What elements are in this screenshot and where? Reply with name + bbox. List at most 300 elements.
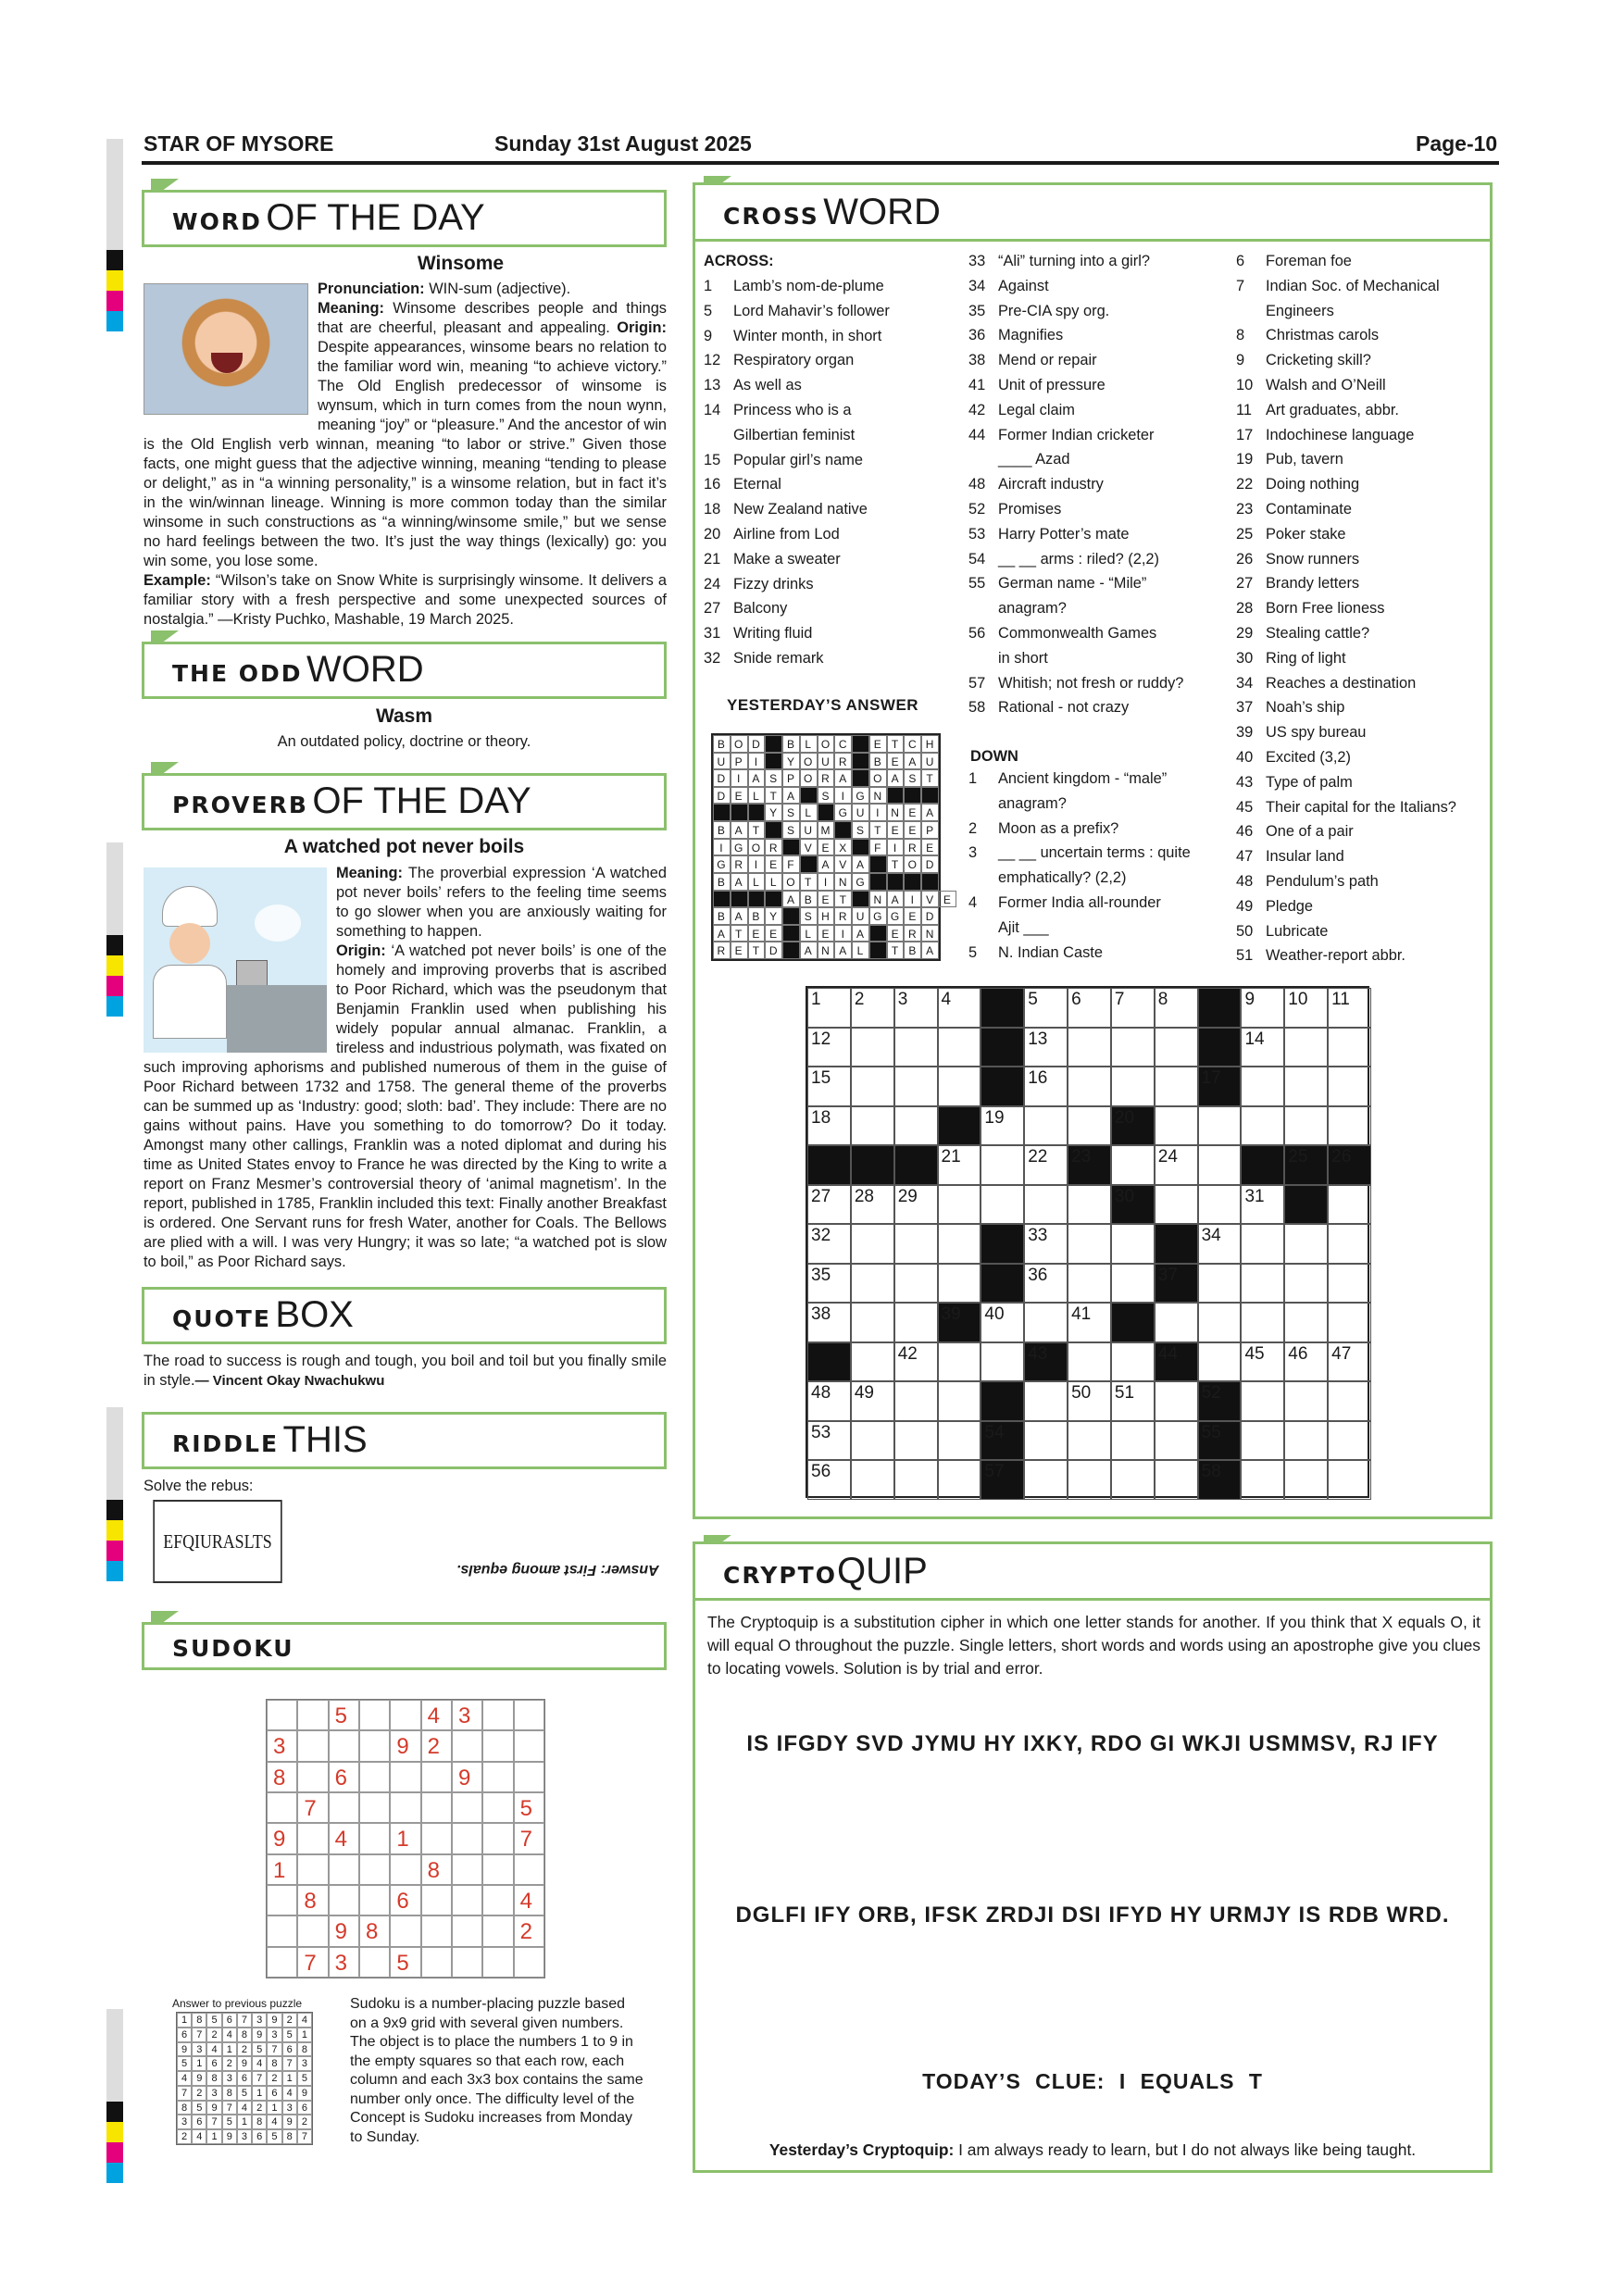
sudoku-cell[interactable] (452, 1823, 482, 1853)
answer-letter: N (818, 942, 835, 959)
crossword-cell[interactable]: 34 (1198, 1224, 1242, 1264)
crossword-cell[interactable]: 36 (1024, 1264, 1068, 1304)
sudoku-cell[interactable] (421, 1792, 452, 1823)
sudoku-cell[interactable] (267, 1915, 297, 1946)
crossword-cell[interactable] (1068, 1264, 1111, 1304)
crossword-cell[interactable] (1111, 1224, 1155, 1264)
clue-item: 3 __ __ uncertain terms : quite (968, 844, 1191, 862)
answer-letter: V (800, 839, 818, 856)
crossword-cell[interactable] (1328, 1460, 1371, 1500)
crossword-cell[interactable] (1198, 1185, 1242, 1225)
sudoku-cell[interactable] (267, 1792, 297, 1823)
crossword-cell[interactable] (1111, 1028, 1155, 1067)
sudoku-cell[interactable] (359, 1823, 390, 1853)
sudoku-cell[interactable] (482, 1915, 513, 1946)
crossword-cell[interactable] (1068, 1028, 1111, 1067)
crossword-cell[interactable]: 27 (807, 1185, 851, 1225)
answer-letter: S (852, 821, 869, 839)
crossword-cell[interactable] (1068, 1067, 1111, 1106)
sudoku-cell[interactable]: 2 (421, 1730, 452, 1761)
crossword-cell[interactable] (1328, 1264, 1371, 1304)
previous-sudoku-cell: 1 (237, 2115, 252, 2129)
crossword-cell[interactable]: 38 (807, 1303, 851, 1342)
clue-item: 33 “Ali” turning into a girl? (968, 253, 1150, 269)
clue-item: 48 Pendulum’s path (1236, 872, 1379, 890)
crossword-cell[interactable]: 31 (1241, 1185, 1284, 1225)
black-square (869, 942, 887, 959)
crossword-cell[interactable] (851, 1342, 894, 1382)
crossword-cell[interactable] (1111, 1145, 1155, 1185)
black-square: 17 (1198, 1067, 1242, 1106)
crossword-cell[interactable] (1155, 1421, 1198, 1461)
answer-letter: U (852, 804, 869, 821)
clue-item: 12 Respiratory organ (704, 352, 855, 369)
crossword-cell[interactable]: 13 (1024, 1028, 1068, 1067)
answer-letter: G (834, 804, 852, 821)
sudoku-cell[interactable]: 9 (329, 1915, 359, 1946)
crossword-cell[interactable]: 22 (1024, 1145, 1068, 1185)
previous-sudoku-cell: 4 (206, 2042, 221, 2057)
sudoku-cell[interactable]: 6 (390, 1885, 420, 1915)
crossword-cell[interactable]: 24 (1155, 1145, 1198, 1185)
sudoku-cell[interactable] (452, 1854, 482, 1885)
sudoku-cell[interactable] (390, 1915, 420, 1946)
crossword-cell[interactable]: 9 (1241, 988, 1284, 1028)
sudoku-cell[interactable] (482, 1823, 513, 1853)
answer-letter: T (921, 769, 939, 787)
crossword-cell[interactable]: 21 (938, 1145, 981, 1185)
answer-letter: N (834, 873, 852, 891)
sudoku-cell[interactable] (514, 1700, 544, 1730)
answer-letter: L (852, 942, 869, 959)
crossword-cell[interactable]: 8 (1155, 988, 1198, 1028)
answer-letter: A (800, 942, 818, 959)
crossword-cell[interactable] (1111, 1460, 1155, 1500)
crossword-cell[interactable] (1068, 1421, 1111, 1461)
sudoku-cell[interactable] (359, 1762, 390, 1792)
crossword-cell[interactable] (1328, 1028, 1371, 1067)
crossword-cell[interactable] (1241, 1460, 1284, 1500)
crossword-cell[interactable] (894, 1028, 938, 1067)
crossword-cell[interactable] (1111, 1421, 1155, 1461)
crossword-cell[interactable]: 40 (981, 1303, 1024, 1342)
sudoku-cell[interactable] (482, 1730, 513, 1761)
crossword-cell[interactable] (1024, 1421, 1068, 1461)
sudoku-cell[interactable]: 9 (390, 1730, 420, 1761)
sudoku-cell[interactable] (421, 1823, 452, 1853)
previous-sudoku-cell: 2 (177, 2129, 192, 2144)
crossword-cell[interactable] (1024, 1303, 1068, 1342)
sudoku-cell[interactable] (482, 1885, 513, 1915)
sudoku-cell[interactable] (452, 1915, 482, 1946)
sudoku-cell[interactable] (421, 1762, 452, 1792)
crossword-cell[interactable] (1155, 1303, 1198, 1342)
crossword-cell[interactable] (1111, 1067, 1155, 1106)
crossword-cell[interactable] (1155, 1460, 1198, 1500)
crossword-cell[interactable] (1068, 1106, 1111, 1146)
answer-letter: U (852, 907, 869, 925)
crossword-cell[interactable] (938, 1460, 981, 1500)
crossword-cell[interactable] (1241, 1303, 1284, 1342)
sudoku-cell[interactable] (514, 1730, 544, 1761)
crossword-cell[interactable] (1284, 1028, 1328, 1067)
sudoku-cell[interactable] (390, 1762, 420, 1792)
previous-sudoku-cell: 8 (252, 2115, 267, 2129)
crossword-cell[interactable] (1068, 1342, 1111, 1382)
black-square (807, 1145, 851, 1185)
sudoku-cell[interactable]: 4 (514, 1885, 544, 1915)
previous-sudoku-cell: 7 (222, 2101, 237, 2115)
crossword-cell[interactable] (1198, 1264, 1242, 1304)
crossword-cell[interactable] (851, 1460, 894, 1500)
crossword-cell[interactable]: 4 (938, 988, 981, 1028)
answer-letter: O (800, 769, 818, 787)
crossword-cell[interactable]: 3 (894, 988, 938, 1028)
sudoku-cell[interactable] (359, 1854, 390, 1885)
crossword-cell[interactable] (1284, 1421, 1328, 1461)
crossword-cell[interactable] (981, 1342, 1024, 1382)
sudoku-cell[interactable] (482, 1700, 513, 1730)
crossword-cell[interactable] (1068, 1460, 1111, 1500)
crossword-cell[interactable] (1241, 1381, 1284, 1421)
answer-letter: A (834, 769, 852, 787)
sudoku-cell[interactable]: 5 (329, 1700, 359, 1730)
crossword-cell[interactable]: 11 (1328, 988, 1371, 1028)
sudoku-cell[interactable] (390, 1792, 420, 1823)
crossword-cell[interactable] (894, 1381, 938, 1421)
crossword-cell[interactable] (894, 1264, 938, 1304)
crossword-cell[interactable] (938, 1381, 981, 1421)
sudoku-cell[interactable] (390, 1854, 420, 1885)
crossword-cell[interactable] (851, 1421, 894, 1461)
crossword-cell[interactable]: 7 (1111, 988, 1155, 1028)
crossword-cell[interactable] (1328, 1067, 1371, 1106)
word-of-day-body: Pronunciation: WIN-sum (adjective). Meaning: Winsome describes people and things that are cheerful, pleasant and appealing. Origin: Despite appearances, winsome bears no relation to the familiar word win, meaning “to achieve victory.” The Old English predecessor of winsome is wynsum, which in turn comes from the noun wynn, meaning “joy” or “pleasure.” And the ancestor of win is the Old English verb winnan, meaning “to labor or strive.” Given those facts, one might guess that the adjective winning, meaning “tending to please or delight,” as in “a winning personality,” is a winsome relation, but in fact it’s in the win/winnan lineage. Winning is more common today than the similar winsome in such constructions as “a winning/winsome smile,” but we sense no hard feelings between the two. It’s just the way things (lexically) go: you win some, you lose some. Example: “Wilson’s take on Snow White is surprisingly winsome. It delivers a familiar story with a fresh perspective and some unexpected sources of nostalgia.” —Kristy Puchko, Mashable, 19 March 2025. (144, 281, 667, 628)
sudoku-cell[interactable]: 7 (297, 1792, 328, 1823)
clue-item: 46 One of a pair (1236, 823, 1354, 841)
crossword-cell[interactable] (894, 1460, 938, 1500)
crossword-cell[interactable] (1068, 1185, 1111, 1225)
black-square (894, 1145, 938, 1185)
sudoku-cell[interactable] (267, 1700, 297, 1730)
sudoku-cell[interactable]: 9 (452, 1762, 482, 1792)
sudoku-cell[interactable]: 5 (514, 1792, 544, 1823)
clue-item: 2 Moon as a prefix? (968, 819, 1119, 837)
previous-sudoku-cell: 5 (282, 2028, 297, 2042)
answer-letter: I (904, 891, 921, 908)
crossword-cell[interactable] (1241, 1224, 1284, 1264)
clue-item: 6 Foreman foe (1236, 253, 1352, 269)
crossword-cell[interactable] (981, 1145, 1024, 1185)
answer-letter: A (834, 942, 852, 959)
crossword-cell[interactable]: 33 (1024, 1224, 1068, 1264)
crossword-cell[interactable] (1328, 1381, 1371, 1421)
answer-letter: A (852, 855, 869, 873)
sudoku-cell[interactable]: 7 (514, 1823, 544, 1853)
sudoku-cell[interactable]: 2 (514, 1915, 544, 1946)
sudoku-cell[interactable] (452, 1792, 482, 1823)
sudoku-cell[interactable] (482, 1792, 513, 1823)
crossword-cell[interactable] (894, 1421, 938, 1461)
crossword-cell[interactable] (1328, 1185, 1371, 1225)
sudoku-grid (266, 1699, 545, 1978)
crossword-cell[interactable] (1068, 1224, 1111, 1264)
black-square (938, 1106, 981, 1146)
sudoku-cell[interactable] (359, 1730, 390, 1761)
clue-item: 18 New Zealand native (704, 501, 868, 518)
previous-sudoku-cell: 9 (192, 2071, 206, 2086)
previous-sudoku-cell: 5 (192, 2101, 206, 2115)
previous-sudoku-cell: 8 (192, 2013, 206, 2028)
crossword-cell[interactable] (938, 1342, 981, 1382)
crossword-cell[interactable] (1155, 1028, 1198, 1067)
answer-letter: T (748, 821, 766, 839)
crossword-cell[interactable] (894, 1067, 938, 1106)
answer-letter: R (713, 942, 731, 959)
sudoku-cell[interactable] (514, 1854, 544, 1885)
answer-letter: A (921, 804, 939, 821)
sudoku-cell[interactable] (421, 1947, 452, 1978)
crossword-cell[interactable] (894, 1303, 938, 1342)
crossword-cell[interactable] (1155, 1381, 1198, 1421)
sudoku-cell[interactable] (297, 1700, 328, 1730)
crossword-cell[interactable] (1328, 1106, 1371, 1146)
black-square: 54 (981, 1421, 1024, 1461)
crossword-cell[interactable] (1198, 1342, 1242, 1382)
clue-item: 9 Winter month, in short (704, 327, 882, 344)
crossword-cell[interactable]: 18 (807, 1106, 851, 1146)
answer-letter: E (887, 925, 905, 942)
crossword-cell[interactable] (1241, 1106, 1284, 1146)
previous-sudoku-cell: 6 (252, 2129, 267, 2144)
crossword-cell[interactable]: 35 (807, 1264, 851, 1304)
answer-letter: D (765, 942, 782, 959)
crossword-cell[interactable] (1241, 1067, 1284, 1106)
crossword-cell[interactable] (1155, 1185, 1198, 1225)
previous-sudoku-cell: 9 (237, 2056, 252, 2071)
crossword-cell[interactable] (1111, 1264, 1155, 1304)
answer-letter: B (782, 735, 800, 753)
sudoku-cell[interactable] (421, 1885, 452, 1915)
crossword-cell[interactable] (1328, 1224, 1371, 1264)
clue-list-col1 (704, 274, 935, 671)
crossword-cell[interactable] (1198, 1303, 1242, 1342)
sudoku-cell[interactable] (359, 1792, 390, 1823)
crossword-cell[interactable] (851, 1067, 894, 1106)
sudoku-cell[interactable]: 8 (359, 1915, 390, 1946)
black-square (765, 735, 782, 753)
crossword-cell[interactable] (894, 1106, 938, 1146)
clue-item: 19 Pub, tavern (1236, 451, 1343, 468)
sudoku-cell[interactable] (297, 1730, 328, 1761)
sudoku-cell[interactable] (482, 1947, 513, 1978)
crossword-cell[interactable]: 46 (1284, 1342, 1328, 1382)
crossword-grid[interactable] (806, 986, 1369, 1498)
crossword-cell[interactable] (1241, 1421, 1284, 1461)
answer-letter: V (834, 855, 852, 873)
sudoku-cell[interactable]: 9 (267, 1823, 297, 1853)
crossword-cell[interactable] (1024, 1106, 1068, 1146)
answer-letter: P (921, 821, 939, 839)
sudoku-cell[interactable] (329, 1885, 359, 1915)
sudoku-cell[interactable]: 4 (329, 1823, 359, 1853)
crossword-cell[interactable] (1241, 1264, 1284, 1304)
crossword-cell[interactable] (1328, 1303, 1371, 1342)
crossword-cell[interactable] (938, 1028, 981, 1067)
sudoku-cell[interactable] (329, 1854, 359, 1885)
sudoku-cell[interactable] (482, 1854, 513, 1885)
crossword-cell[interactable] (1284, 1381, 1328, 1421)
sudoku-cell[interactable] (359, 1947, 390, 1978)
sudoku-cell[interactable] (297, 1915, 328, 1946)
crossword-cell[interactable] (1284, 1067, 1328, 1106)
sudoku-cell[interactable]: 3 (267, 1730, 297, 1761)
sudoku-cell[interactable] (452, 1947, 482, 1978)
sudoku-cell[interactable] (421, 1915, 452, 1946)
sudoku-cell[interactable] (359, 1885, 390, 1915)
answer-letter: U (818, 753, 835, 770)
sudoku-cell[interactable]: 5 (390, 1947, 420, 1978)
answer-letter: U (713, 753, 731, 770)
crossword-cell[interactable]: 32 (807, 1224, 851, 1264)
sudoku-cell[interactable] (359, 1700, 390, 1730)
crossword-cell[interactable]: 50 (1068, 1381, 1111, 1421)
crossword-cell[interactable] (851, 1264, 894, 1304)
sudoku-cell[interactable]: 6 (329, 1762, 359, 1792)
previous-sudoku-cell: 7 (297, 2129, 312, 2144)
black-square (731, 804, 748, 821)
crossword-cell[interactable] (1198, 1106, 1242, 1146)
crossword-cell[interactable]: 53 (807, 1421, 851, 1461)
sudoku-cell[interactable] (329, 1792, 359, 1823)
sudoku-cell[interactable] (267, 1885, 297, 1915)
previous-sudoku-cell: 3 (267, 2028, 281, 2042)
sudoku-cell[interactable]: 4 (421, 1700, 452, 1730)
crossword-cell[interactable] (1328, 1421, 1371, 1461)
clue-item: ____ Azad (998, 451, 1070, 468)
sudoku-cell[interactable] (514, 1947, 544, 1978)
crossword-cell[interactable]: 16 (1024, 1067, 1068, 1106)
riddle-header: RIDDLE THIS (142, 1412, 667, 1469)
previous-sudoku-cell: 6 (282, 2042, 297, 2057)
crossword-cell[interactable]: 15 (807, 1067, 851, 1106)
crossword-cell[interactable]: 12 (807, 1028, 851, 1067)
crossword-cell[interactable]: 14 (1241, 1028, 1284, 1067)
crossword-cell[interactable] (938, 1421, 981, 1461)
answer-letter: R (731, 855, 748, 873)
sudoku-cell[interactable]: 3 (452, 1700, 482, 1730)
crossword-cell[interactable] (1111, 1342, 1155, 1382)
sudoku-cell[interactable]: 1 (267, 1854, 297, 1885)
sudoku-cell[interactable] (452, 1730, 482, 1761)
black-square (782, 839, 800, 856)
crossword-cell[interactable] (1284, 1106, 1328, 1146)
previous-sudoku-cell: 1 (297, 2028, 312, 2042)
crossword-cell[interactable]: 42 (894, 1342, 938, 1382)
crossword-cell[interactable] (1284, 1460, 1328, 1500)
sudoku-cell[interactable]: 8 (297, 1885, 328, 1915)
sudoku-cell[interactable]: 7 (297, 1947, 328, 1978)
clue-item: 21 Make a sweater (704, 550, 841, 568)
crossword-cell[interactable] (894, 1224, 938, 1264)
crossword-cell[interactable]: 48 (807, 1381, 851, 1421)
crossword-cell[interactable] (1024, 1460, 1068, 1500)
sudoku-cell[interactable] (482, 1762, 513, 1792)
crossword-cell[interactable] (1155, 1067, 1198, 1106)
crossword-cell[interactable] (938, 1067, 981, 1106)
crossword-cell[interactable] (938, 1264, 981, 1304)
previous-sudoku-cell: 7 (237, 2013, 252, 2028)
black-square (800, 855, 818, 873)
crossword-cell[interactable]: 1 (807, 988, 851, 1028)
crossword-cell[interactable] (1198, 1145, 1242, 1185)
crossword-cell[interactable] (981, 1185, 1024, 1225)
crossword-cell[interactable] (851, 1028, 894, 1067)
crossword-cell[interactable] (1284, 1224, 1328, 1264)
crossword-cell[interactable] (938, 1224, 981, 1264)
crossword-cell[interactable] (1284, 1264, 1328, 1304)
answer-letter: G (713, 855, 731, 873)
sudoku-header: SUDOKU (142, 1622, 667, 1670)
crossword-cell[interactable]: 49 (851, 1381, 894, 1421)
crossword-cell[interactable]: 45 (1241, 1342, 1284, 1382)
color-registration-marks (106, 2102, 123, 2183)
crossword-cell[interactable]: 56 (807, 1460, 851, 1500)
crossword-cell[interactable]: 47 (1328, 1342, 1371, 1382)
crossword-cell[interactable]: 28 (851, 1185, 894, 1225)
crossword-cell[interactable]: 10 (1284, 988, 1328, 1028)
previous-sudoku-cell: 8 (297, 2042, 312, 2057)
sudoku-cell[interactable]: 8 (267, 1762, 297, 1792)
crossword-cell[interactable]: 41 (1068, 1303, 1111, 1342)
answer-letter: E (904, 907, 921, 925)
crossword-cell[interactable] (1284, 1303, 1328, 1342)
sudoku-cell[interactable] (297, 1823, 328, 1853)
crossword-cell[interactable]: 51 (1111, 1381, 1155, 1421)
crossword-cell[interactable]: 5 (1024, 988, 1068, 1028)
sudoku-cell[interactable] (297, 1854, 328, 1885)
sudoku-cell[interactable] (267, 1947, 297, 1978)
crossword-cell[interactable] (851, 1224, 894, 1264)
crossword-cell[interactable]: 2 (851, 988, 894, 1028)
sudoku-cell[interactable] (514, 1762, 544, 1792)
crossword-cell[interactable] (1024, 1185, 1068, 1225)
crossword-cell[interactable] (1155, 1106, 1198, 1146)
sudoku-cell[interactable] (452, 1885, 482, 1915)
sudoku-cell[interactable]: 3 (329, 1947, 359, 1978)
crossword-cell[interactable]: 19 (981, 1106, 1024, 1146)
crossword-cell[interactable] (851, 1303, 894, 1342)
black-square: 25 (1284, 1145, 1328, 1185)
sudoku-cell[interactable]: 8 (421, 1854, 452, 1885)
answer-letter: N (921, 925, 939, 942)
black-square (765, 821, 782, 839)
sudoku-cell[interactable] (297, 1762, 328, 1792)
sudoku-cell[interactable] (390, 1700, 420, 1730)
sudoku-cell[interactable] (329, 1730, 359, 1761)
black-square (852, 753, 869, 770)
crossword-cell[interactable]: 29 (894, 1185, 938, 1225)
girl-photo (144, 283, 308, 415)
previous-sudoku-cell: 5 (222, 2115, 237, 2129)
crossword-cell[interactable] (1024, 1381, 1068, 1421)
crossword-cell[interactable] (938, 1185, 981, 1225)
crossword-cell[interactable] (851, 1106, 894, 1146)
clue-item: 8 Christmas carols (1236, 327, 1380, 344)
crossword-cell[interactable]: 6 (1068, 988, 1111, 1028)
sudoku-cell[interactable]: 1 (390, 1823, 420, 1853)
answer-letter: S (765, 769, 782, 787)
